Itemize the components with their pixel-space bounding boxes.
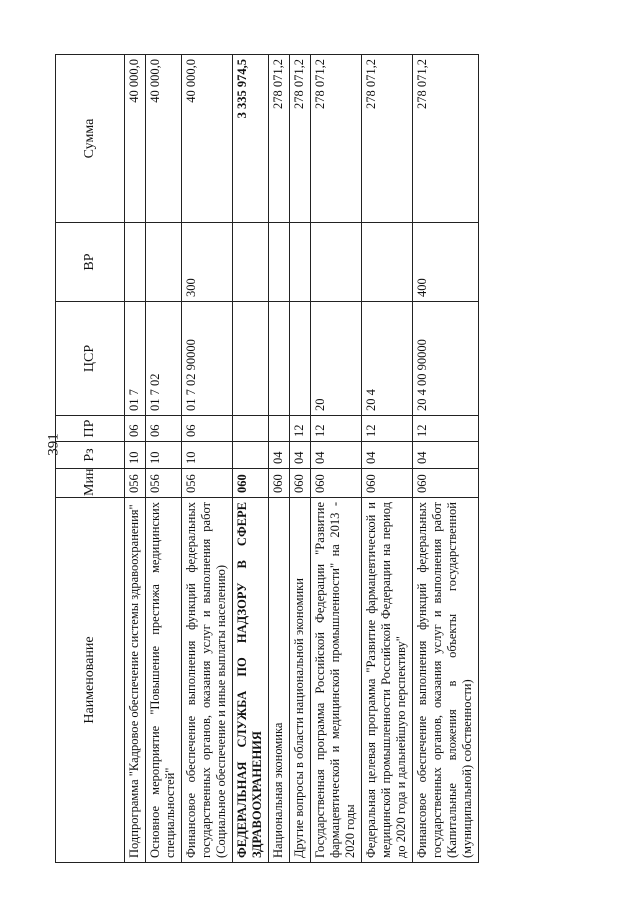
row-sum: 278 071,2 [269,55,290,223]
row-rz: 10 [182,442,233,469]
header-rz: Рз [56,442,125,469]
row-name: Подпрограмма "Кадровое обеспечение системы здравоохранения" [125,498,146,863]
header-csr: ЦСР [56,302,125,416]
row-min: 056 [182,469,233,498]
rotated-page-content [55,55,618,863]
row-pr: 12 [362,416,413,442]
header-name: Наименование [56,498,125,863]
page-number: 391 [45,433,62,456]
row-pr [233,416,269,442]
row-sum: 40 000,0 [182,55,233,223]
row-min: 060 [362,469,413,498]
table-row [233,55,269,863]
row-pr: 06 [146,416,182,442]
row-csr: 20 4 00 90000 [413,302,479,416]
row-rz: 10 [146,442,182,469]
row-name: Финансовое обеспечение выполнения функций федеральных государственных органов, оказания услуг и выполнения работ (Социальное обеспечение и иные выплаты населению) [182,498,233,863]
row-sum: 278 071,2 [362,55,413,223]
row-name: Национальная экономика [269,498,290,863]
row-sum: 40 000,0 [125,55,146,223]
table-header-row [56,55,125,863]
row-min: 060 [311,469,362,498]
row-name: Федеральная целевая программа "Развитие фармацевтической и медицинской промышленности Российской Федерации на период до 2020 года и дальнейшую перспективу" [362,498,413,863]
row-rz: 04 [413,442,479,469]
row-csr [269,302,290,416]
row-rz: 10 [125,442,146,469]
row-name: Другие вопросы в области национальной экономики [290,498,311,863]
row-pr [269,416,290,442]
row-name: Государственная программа Российской Федерации "Развитие фармацевтической и медицинской промышленности" на 2013 - 2020 годы [311,498,362,863]
row-sum: 278 071,2 [311,55,362,223]
row-min: 060 [233,469,269,498]
row-csr: 01 7 02 [146,302,182,416]
row-vr [125,223,146,302]
row-vr [233,223,269,302]
header-min: Мин [56,469,125,498]
budget-table [55,54,479,863]
row-csr: 20 4 [362,302,413,416]
row-min: 060 [269,469,290,498]
table-row [125,55,146,863]
row-rz: 04 [269,442,290,469]
row-sum: 278 071,2 [290,55,311,223]
row-vr [290,223,311,302]
header-vr: ВР [56,223,125,302]
row-min: 060 [413,469,479,498]
row-rz [233,442,269,469]
row-rz: 04 [311,442,362,469]
row-csr: 01 7 02 90000 [182,302,233,416]
table-row [311,55,362,863]
row-name: Финансовое обеспечение выполнения функций федеральных государственных органов, оказания услуг и выполнения работ (Капитальные вложения в объекты государственной (муниципальной) собственности) [413,498,479,863]
table-row [413,55,479,863]
row-pr: 12 [311,416,362,442]
header-sum: Сумма [56,55,125,223]
row-csr: 20 [311,302,362,416]
row-pr: 12 [413,416,479,442]
row-vr [362,223,413,302]
table-row [146,55,182,863]
row-csr [290,302,311,416]
row-csr [233,302,269,416]
row-vr: 400 [413,223,479,302]
row-rz: 04 [290,442,311,469]
row-sum: 40 000,0 [146,55,182,223]
row-pr: 06 [125,416,146,442]
row-vr [269,223,290,302]
row-name: ФЕДЕРАЛЬНАЯ СЛУЖБА ПО НАДЗОРУ В СФЕРЕ ЗДРАВООХРАНЕНИЯ [233,498,269,863]
table-row [362,55,413,863]
row-vr: 300 [182,223,233,302]
row-csr: 01 7 [125,302,146,416]
row-rz: 04 [362,442,413,469]
table-row [182,55,233,863]
header-pr: ПР [56,416,125,442]
row-vr [311,223,362,302]
row-vr [146,223,182,302]
row-sum: 3 335 974,5 [233,55,269,223]
row-pr: 06 [182,416,233,442]
row-min: 060 [290,469,311,498]
row-name: Основное мероприятие "Повышение престижа медицинских специальностей" [146,498,182,863]
table-row [290,55,311,863]
row-min: 056 [146,469,182,498]
row-min: 056 [125,469,146,498]
row-sum: 278 071,2 [413,55,479,223]
table-row [269,55,290,863]
row-pr: 12 [290,416,311,442]
